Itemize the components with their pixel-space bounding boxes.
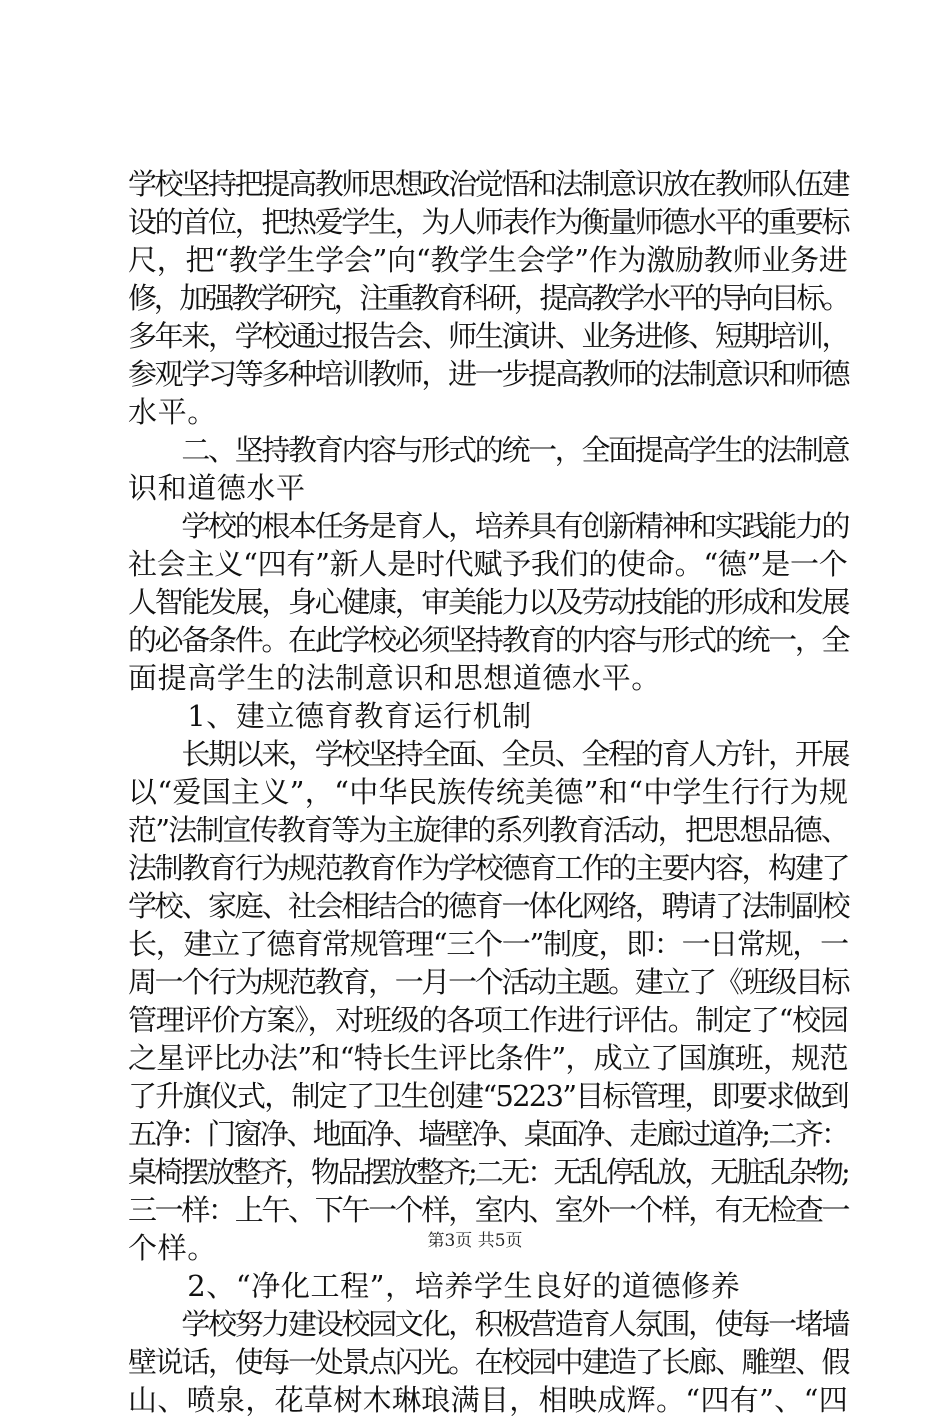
text-line: 识和道德水平 (128, 471, 306, 505)
text-line: 五净：门窗净、地面净、墙壁净、桌面净、走廊过道净;二齐： (128, 1117, 848, 1151)
text-line: 范”法制宣传教育等为主旋律的系列教育活动，把思想品德、 (128, 813, 849, 847)
text-line: 设的首位，把热爱学生，为人师表作为衡量师德水平的重要标 (128, 205, 849, 239)
text-line: 1、建立德育教育运行机制 (128, 699, 532, 733)
text-line: 参观学习等多种培训教师，进一步提高教师的法制意识和师德 (128, 357, 849, 391)
text-line: 周一个行为规范教育，一月一个活动主题。建立了《班级目标 (128, 965, 849, 999)
text-line: 山、喷泉，花草树木琳琅满目，相映成辉。“四有”、“四 (128, 1383, 849, 1417)
text-line: 管理评价方案》，对班级的各项工作进行评估。制定了“校园 (128, 1003, 848, 1037)
page-footer: 第3页 共5页 (427, 1231, 523, 1251)
text-line: 学校努力建设校园文化，积极营造育人氛围，使每一堵墙 (128, 1307, 849, 1341)
text-line: 学校坚持把提高教师思想政治觉悟和法制意识放在教师队伍建 (128, 167, 849, 201)
text-line: 长，建立了德育常规管理“三个一”制度，即：一日常规，一 (128, 927, 848, 961)
text-line: 尺，把“教学生学会”向“教学生会学”作为激励教师业务进 (128, 243, 848, 277)
text-line: 人智能发展，身心健康，审美能力以及劳动技能的形成和发展 (128, 585, 849, 619)
text-line: 水平。 (128, 395, 217, 429)
text-line: 三一样：上午、下午一个样，室内、室外一个样，有无检查一 (128, 1193, 849, 1227)
text-line: 学校的根本任务是育人，培养具有创新精神和实践能力的 (128, 509, 849, 543)
text-line: 法制教育行为规范教育作为学校德育工作的主要内容，构建了 (128, 851, 849, 885)
text-line: 长期以来，学校坚持全面、全员、全程的育人方针，开展 (128, 737, 849, 771)
text-line: 二、坚持教育内容与形式的统一，全面提高学生的法制意 (128, 433, 849, 467)
text-line: 的必备条件。在此学校必须坚持教育的内容与形式的统一，全 (128, 623, 849, 657)
text-line: 之星评比办法”和“特长生评比条件”，成立了国旗班，规范 (128, 1041, 848, 1075)
text-line: 壁说话，使每一处景点闪光。在校园中建造了长廊、雕塑、假 (128, 1345, 849, 1379)
text-line: 个样。 (128, 1231, 217, 1265)
text-line: 社会主义“四有”新人是时代赋予我们的使命。“德”是一个 (128, 547, 848, 581)
text-line: 多年来，学校通过报告会、师生演讲、业务进修、短期培训， (128, 319, 849, 353)
text-line: 修，加强教学研究，注重教育科研，提高教学水平的导向目标。 (128, 281, 848, 315)
text-line: 了升旗仪式，制定了卫生创建“5223”目标管理，即要求做到 (128, 1079, 848, 1113)
text-line: 桌椅摆放整齐，物品摆放整齐;二无：无乱停乱放，无脏乱杂物; (128, 1155, 848, 1189)
text-line: 学校、家庭、社会相结合的德育一体化网络，聘请了法制副校 (128, 889, 849, 923)
text-line: 以“爱国主义”，“中华民族传统美德”和“中学生行行为规 (128, 775, 849, 809)
text-line: 面提高学生的法制意识和思想道德水平。 (128, 661, 661, 695)
text-line: 2、“净化工程”，培养学生良好的道德修养 (128, 1269, 741, 1303)
